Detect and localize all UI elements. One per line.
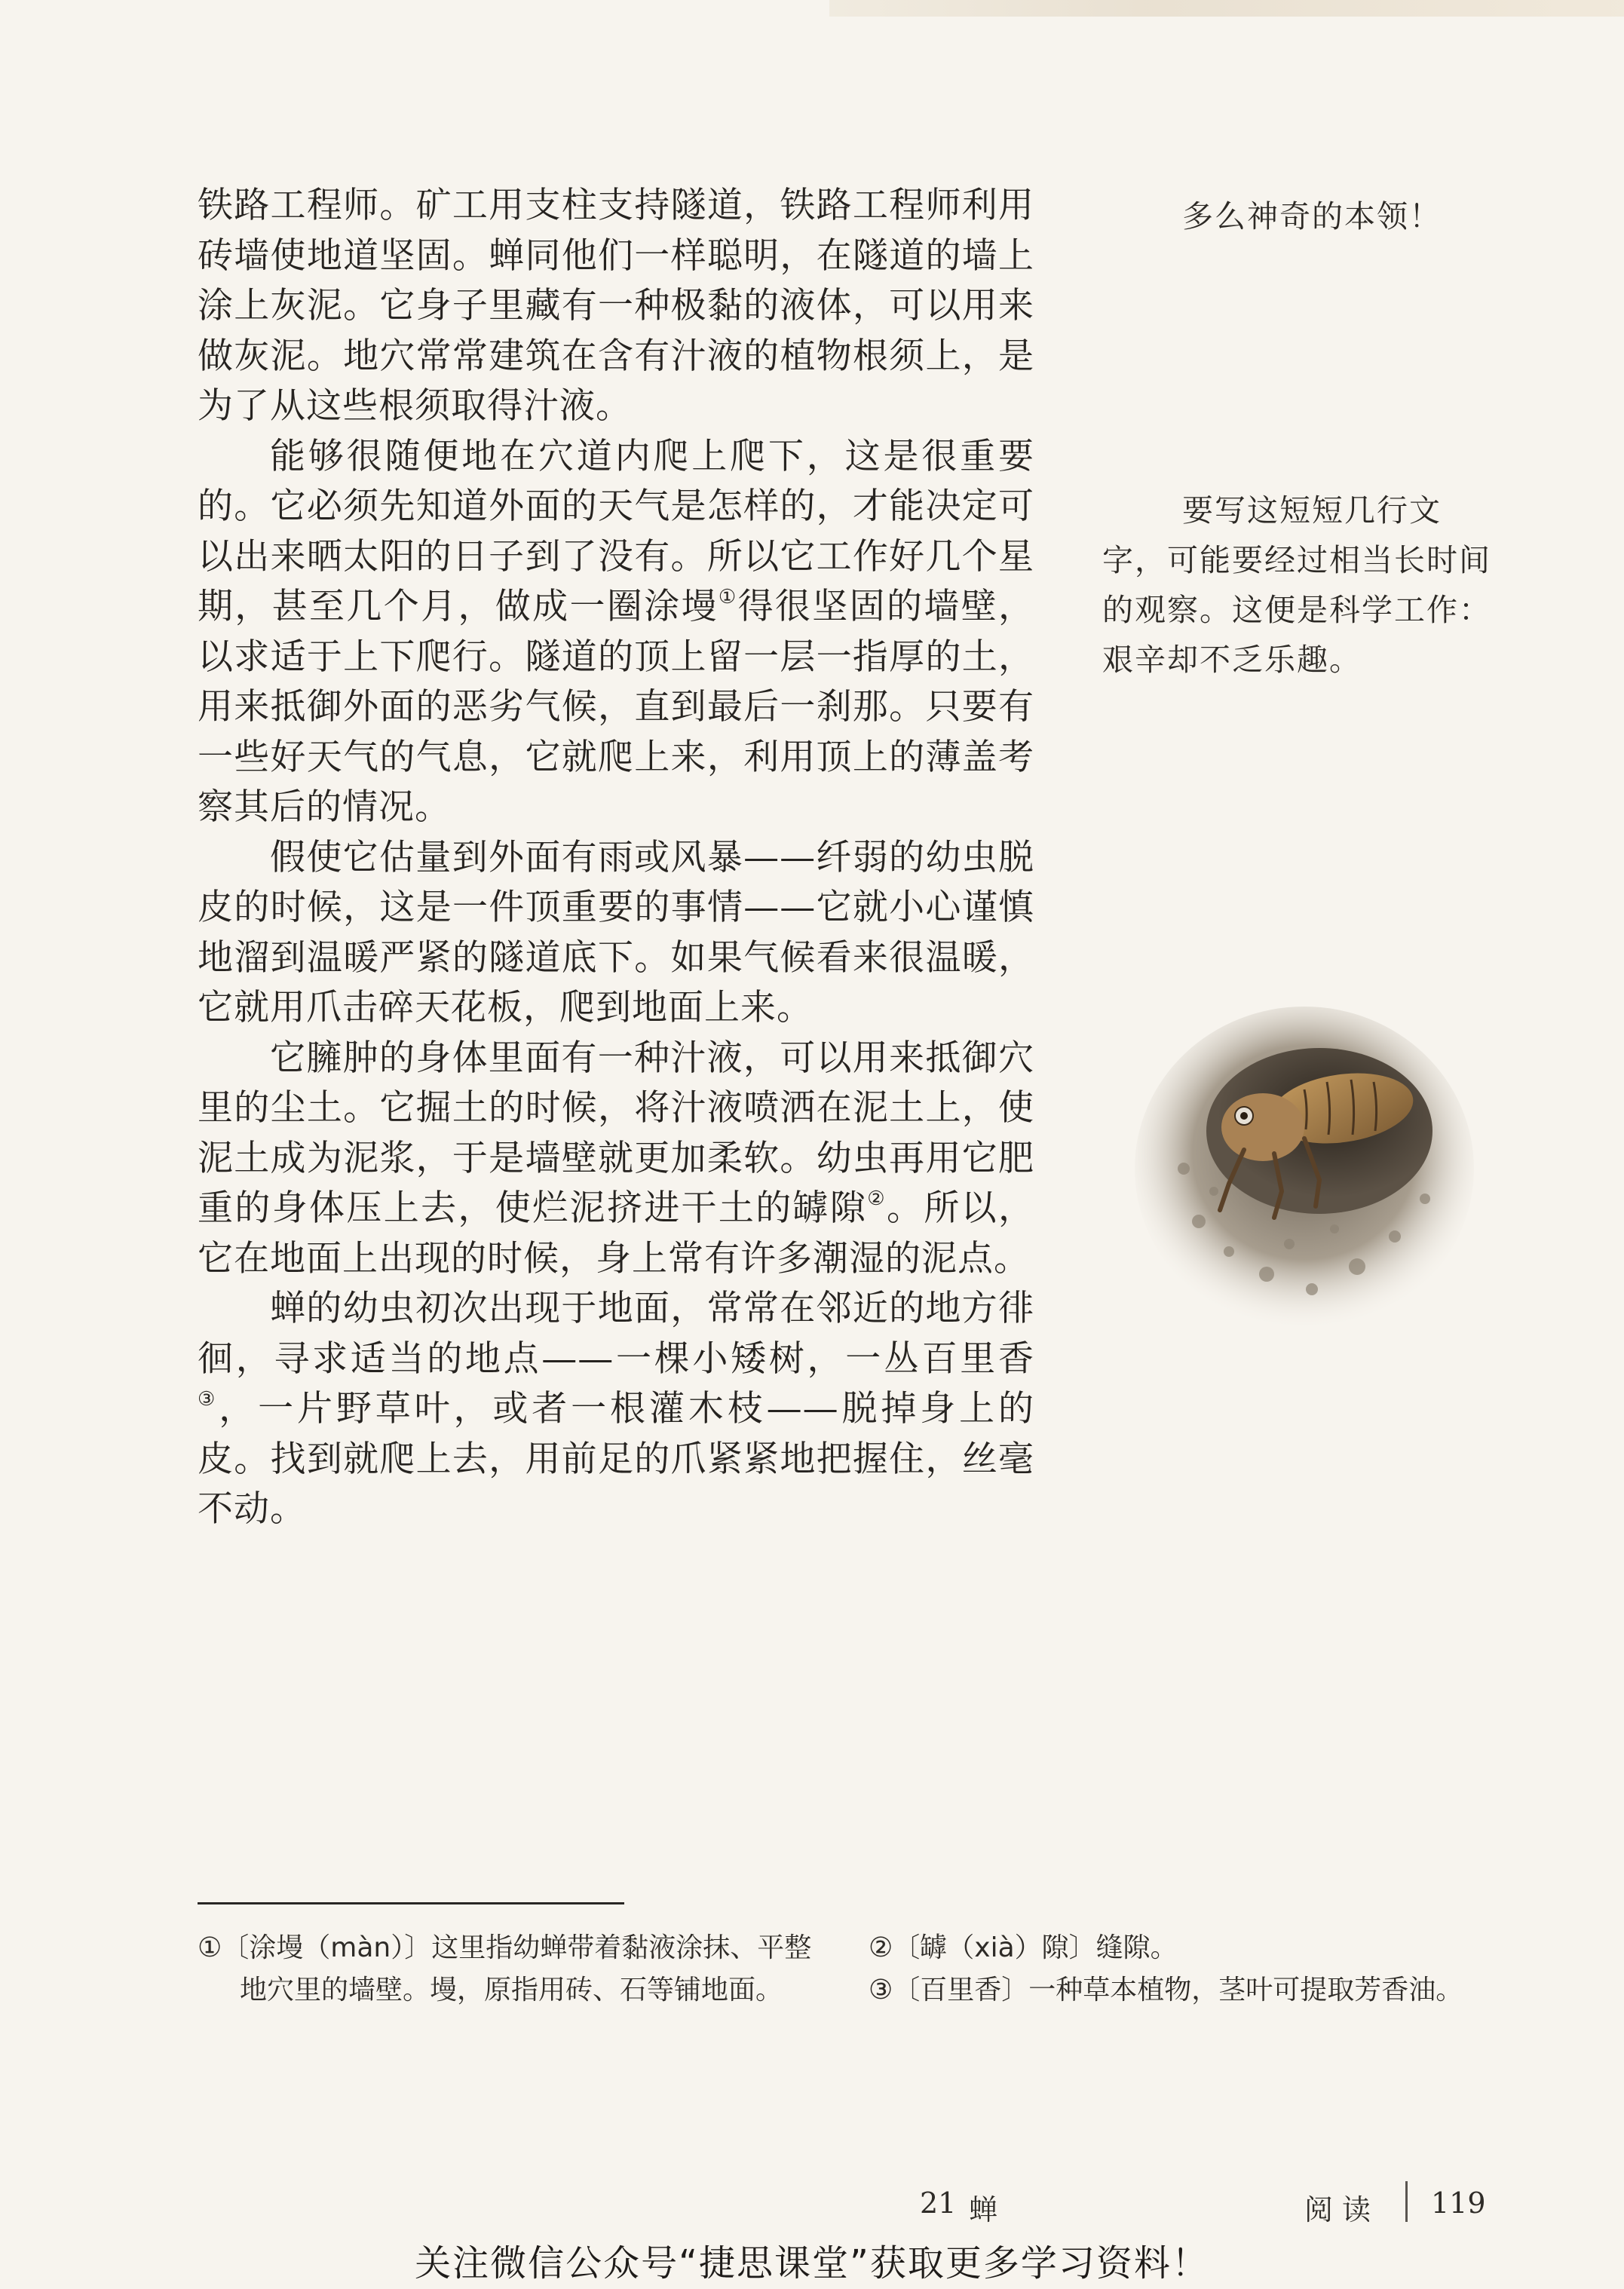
paragraph-2 [198, 432, 1034, 833]
footnote-ref-3[interactable]: ③ [198, 1388, 219, 1411]
footnote-2: ②〔罅（xià）隙〕缝隙。 [869, 1932, 1178, 1963]
main-body-text [198, 181, 1034, 1535]
watermark-banner: 关注微信公众号“捷思课堂”获取更多学习资料！ [415, 2242, 1209, 2284]
footnotes-left-column [198, 1927, 823, 2012]
side-note-1: 多么神奇的本领！ [1182, 198, 1442, 234]
paragraph-4-text-b: 。所以，它在地面上出现的时候，身上常有许多潮湿的泥点。 [198, 1187, 1035, 1279]
paragraph-4-text-a: 它臃肿的身体里面有一种汁液，可以用来抵御穴里的尘土。它掘土的时候，将汁液喷洒在泥土上，使泥土成为泥浆，于是墙壁就更加柔软。幼虫再用它肥重的身体压上去，使烂泥挤进干土的罅隙 [198, 1037, 1034, 1229]
footnotes-right-column [869, 1927, 1494, 2012]
footer-divider [1405, 2181, 1408, 2222]
side-note-2: 要写这短短几行文字，可能要经过相当长时间的观察。这便是科学工作：艰辛却不乏乐趣。 [1102, 492, 1491, 678]
cicada-nymph-illustration [1131, 1003, 1478, 1334]
footnote-1: ①〔涂墁（màn）〕这里指幼蝉带着黏液涂抹、平整地穴里的墙壁。墁，原指用砖、石等铺地面。 [198, 1932, 812, 2006]
footnote-ref-2[interactable]: ② [867, 1187, 887, 1210]
paragraph-3: 假使它估量到外面有雨或风暴——纤弱的幼虫脱皮的时候，这是一件顶重要的事情——它就小心谨慎地溜到温暖严紧的隧道底下。如果气候看来很温暖，它就用爪击碎天花板，爬到地面上来。 [198, 836, 1034, 1028]
page-number: 119 [1431, 2186, 1486, 2220]
paragraph-4 [198, 1034, 1034, 1285]
lesson-title: 蝉 [969, 2193, 998, 2226]
paragraph-5-text-a: 蝉的幼虫初次出现于地面，常常在邻近的地方徘徊，寻求适当的地点——一棵小矮树，一丛百里香 [198, 1288, 1034, 1380]
paragraph-5-text-b: ，一片野草叶，或者一根灌木枝——脱掉身上的皮。找到就爬上去，用前足的爪紧紧地把握住，丝毫不动。 [198, 1388, 1035, 1530]
paragraph-5 [198, 1284, 1034, 1535]
paragraph-2-text-a: 能够很随便地在穴道内爬上爬下，这是很重要的。它必须先知道外面的天气是怎样的，才能决定可以出来晒太阳的日子到了没有。所以它工作好几个星期，甚至几个月，做成一圈涂墁 [198, 435, 1034, 627]
footnote-ref-1[interactable]: ① [718, 586, 738, 608]
paragraph-1: 铁路工程师。矿工用支柱支持隧道，铁路工程师利用砖墙使地道坚固。蝉同他们一样聪明，在隧道的墙上涂上灰泥。它身子里藏有一种极黏的液体，可以用来做灰泥。地穴常常建筑在含有汁液的植物根须上，是为了从这些根须取得汁液。 [198, 185, 1034, 427]
footnote-divider [198, 1902, 624, 1904]
footnote-3: ③〔百里香〕一种草本植物，茎叶可提取芳香油。 [869, 1975, 1463, 2006]
section-name: 阅读 [1304, 2193, 1380, 2226]
paragraph-2-text-b: 得很坚固的墙壁，以求适于上下爬行。隧道的顶上留一层一指厚的土，用来抵御外面的恶劣气候，直到最后一刹那。只要有一些好天气的气息，它就爬上来，利用顶上的薄盖考察其后的情况。 [198, 586, 1035, 828]
page-top-strip [829, 0, 1624, 17]
lesson-number: 21 [920, 2186, 957, 2220]
